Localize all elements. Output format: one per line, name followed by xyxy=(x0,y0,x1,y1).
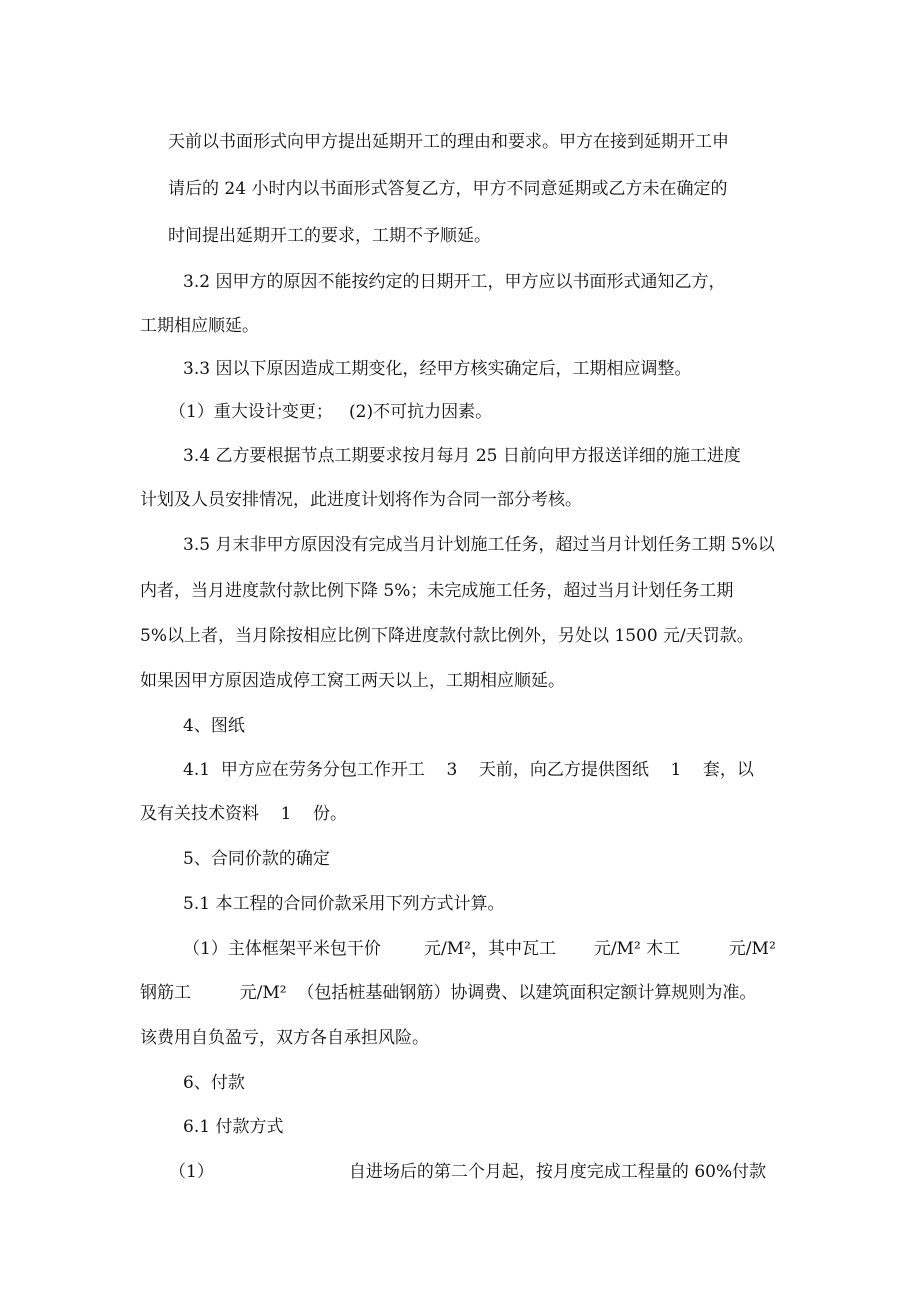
text-line-2: 请后的 24 小时内以书面形式答复乙方，甲方不同意延期或乙方未在确定的 xyxy=(168,179,728,199)
text-line-6: 3.3 因以下原因造成工期变化，经甲方核实确定后，工期相应调整。 xyxy=(183,359,692,379)
text-line-8: 3.4 乙方要根据节点工期要求按月每月 25 日前向甲方报送详细的施工进度 xyxy=(183,446,741,466)
text-line-7: （1）重大设计变更； (2)不可抗力因素。 xyxy=(169,402,493,422)
text-line-21: 该费用自负盈亏，双方各自承担风险。 xyxy=(140,1028,429,1048)
text-line-3: 时间提出延期开工的要求，工期不予顺延。 xyxy=(168,226,491,246)
text-line-20: 钢筋工 元/M² （包括桩基础钢筋）协调费、以建筑面积定额计算规则为准。 xyxy=(140,983,757,1003)
text-line-10: 3.5 月末非甲方原因没有完成当月计划施工任务，超过当月计划任务工期 5%以 xyxy=(183,535,775,555)
text-line-16: 及有关技术资料 1 份。 xyxy=(140,804,348,824)
text-line-1: 天前以书面形式向甲方提出延期开工的理由和要求。甲方在接到延期开工申 xyxy=(168,132,729,152)
text-line-14: 4、图纸 xyxy=(183,716,245,736)
text-line-15: 4.1 甲方应在劳务分包工作开工 3 天前，向乙方提供图纸 1 套，以 xyxy=(183,760,754,780)
text-line-24: （1） 自进场后的第二个月起，按月度完成工程量的 60%付款 xyxy=(169,1162,767,1182)
text-line-12: 5%以上者，当月除按相应比例下降进度款付款比例外，另处以 1500 元/天罚款。 xyxy=(140,626,754,646)
text-line-4: 3.2 因甲方的原因不能按约定的日期开工，甲方应以书面形式通知乙方， xyxy=(183,272,726,292)
text-line-9: 计划及人员安排情况，此进度计划将作为合同一部分考核。 xyxy=(140,490,582,510)
text-line-19: （1）主体框架平米包干价 元/M²，其中瓦工 元/M² 木工 元/M² xyxy=(183,939,776,959)
text-line-22: 6、付款 xyxy=(183,1073,245,1093)
text-line-5: 工期相应顺延。 xyxy=(140,316,259,336)
text-line-23: 6.1 付款方式 xyxy=(183,1117,284,1137)
text-line-13: 如果因甲方原因造成停工窝工两天以上，工期相应顺延。 xyxy=(140,671,565,691)
text-line-11: 内者，当月进度款付款比例下降 5%；未完成施工任务，超过当月计划任务工期 xyxy=(140,581,734,601)
text-line-17: 5、合同价款的确定 xyxy=(183,849,330,869)
text-line-18: 5.1 本工程的合同价款采用下列方式计算。 xyxy=(183,894,505,914)
